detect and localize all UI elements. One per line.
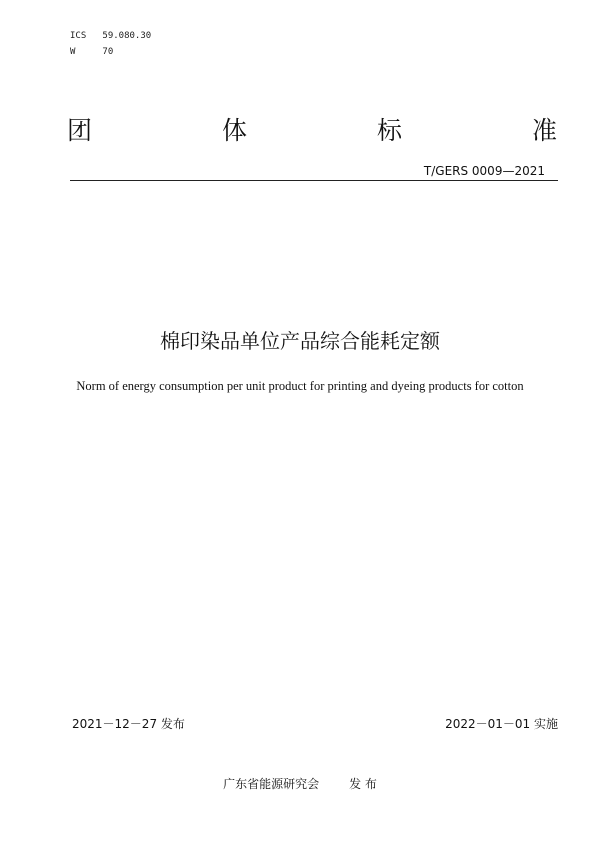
ccs-label: W — [70, 47, 76, 57]
issue-date: 2021－12－27 发布 — [72, 717, 185, 731]
standard-number: T/GERS 0009—2021 — [423, 164, 545, 178]
title-chinese: 棉印染品单位产品综合能耗定额 — [160, 329, 440, 353]
ics-value: 59.080.30 — [102, 31, 152, 41]
classification-codes — [70, 28, 151, 60]
publisher-organization: 广东省能源研究会 — [223, 777, 320, 791]
title-english: Norm of energy consumption per unit product for printing and dyeing products for cotton — [76, 379, 524, 393]
publisher-action: 发 布 — [349, 777, 377, 791]
ccs-value: 70 — [102, 47, 114, 57]
ics-label: ICS — [70, 31, 87, 41]
ccs-row — [70, 44, 151, 60]
ics-row — [70, 28, 151, 44]
banner-char: 团 — [67, 116, 93, 145]
banner-char: 准 — [531, 116, 557, 145]
header-divider — [70, 180, 558, 181]
banner-char: 标 — [376, 116, 402, 145]
publisher-line — [0, 776, 600, 792]
banner-char: 体 — [221, 116, 247, 145]
implementation-date: 2022－01－01 实施 — [445, 717, 558, 731]
standard-type-banner — [67, 116, 557, 146]
